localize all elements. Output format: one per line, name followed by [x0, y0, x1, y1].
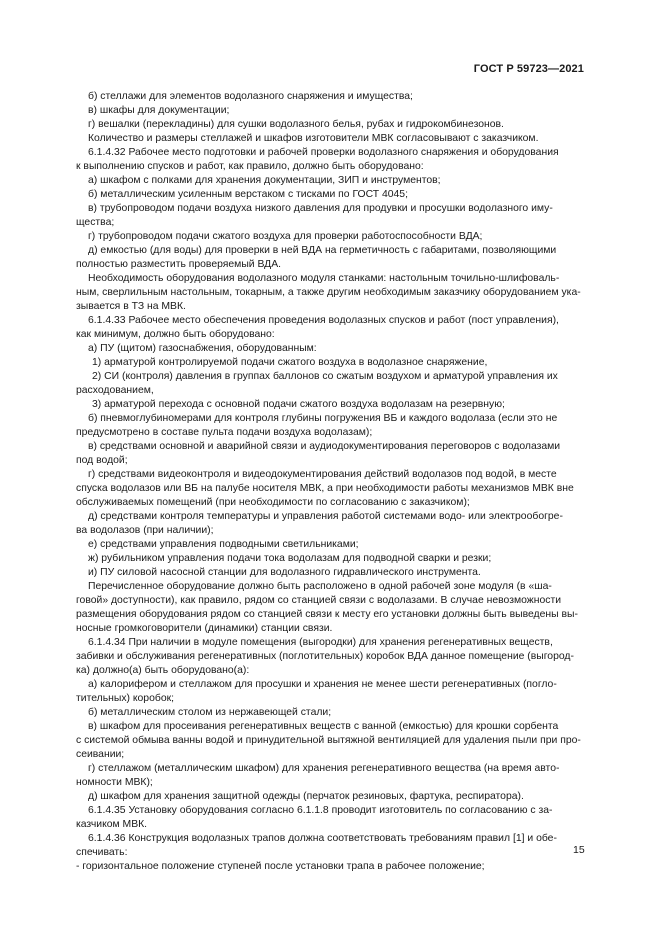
text-line: а) ПУ (щитом) газоснабжения, оборудованным:	[88, 343, 317, 354]
text-line: размещения оборудования рядом со станцией связи к месту его установки должны быть выведены вы-	[76, 609, 578, 620]
text-line: 1) арматурой контролируемой подачи сжатого воздуха в водолазное снаряжение,	[92, 357, 488, 368]
text-line: спечивать:	[76, 847, 128, 858]
text-line: в) шкафом для просеивания регенеративных веществ с ванной (емкостью) для крошки сорбента	[88, 721, 559, 732]
text-line: - горизонтальное положение ступеней после установки трапа в рабочее положение;	[76, 861, 485, 872]
text-line: 6.1.4.32 Рабочее место подготовки и рабочей проверки водолазного снаряжения и оборудования	[88, 147, 559, 158]
text-line: г) средствами видеоконтроля и видеодокументирования действий водолазов под водой, в месте	[88, 469, 557, 480]
text-line: г) трубопроводом подачи сжатого воздуха для проверки работоспособности ВДА;	[88, 231, 483, 242]
text-line: г) вешалки (перекладины) для сушки водолазного белья, рубах и гидрокомбинезонов.	[88, 119, 504, 130]
text-line: б) металлическим усиленным верстаком с тисками по ГОСТ 4045;	[88, 189, 408, 200]
text-line: зывается в ТЗ на МВК.	[76, 301, 186, 312]
text-line: к выполнению спусков и работ, как правило, должно быть оборудовано:	[76, 161, 424, 172]
text-line: б) пневмоглубиномерами для контроля глубины погружения ВБ и каждого водолаза (если это не	[88, 413, 558, 424]
text-line: а) шкафом с полками для хранения документации, ЗИП и инструментов;	[88, 175, 441, 186]
text-line: щества;	[76, 217, 115, 228]
text-line: ва водолазов (при наличии);	[76, 525, 214, 536]
text-line: б) металлическим столом из нержавеющей стали;	[88, 707, 332, 718]
text-line: казчиком МВК.	[76, 819, 148, 830]
text-line: в) трубопроводом подачи воздуха низкого давления для продувки и просушки водолазного иму-	[88, 203, 553, 214]
text-line: д) шкафом для хранения защитной одежды (перчаток резиновых, фартука, респиратора).	[88, 791, 524, 802]
text-line: как минимум, должно быть оборудовано:	[76, 329, 275, 340]
text-line: забивки и обслуживания регенеративных (поглотительных) коробок ВДА данное помещение (выгород-	[76, 651, 574, 662]
text-line: предусмотрено в составе пульта подачи воздуха водолазам);	[76, 427, 373, 438]
page-number: 15	[573, 844, 585, 856]
text-line: полностью разместить проверяемый ВДА.	[76, 259, 282, 270]
text-line: обслуживаемых помещений (при необходимости по согласованию с заказчиком);	[76, 497, 470, 508]
text-line: ка) должно(а) быть оборудовано(а):	[76, 665, 250, 676]
text-line: номности МВК);	[76, 777, 153, 788]
text-line: д) средствами контроля температуры и управления работой системами водо- или электрообогре-	[88, 511, 563, 522]
text-line: носные громкоговорители (динамики) станции связи.	[76, 623, 333, 634]
text-line: 3) арматурой перехода с основной подачи сжатого воздуха водолазам на резервную;	[92, 399, 505, 410]
text-line: говой» доступности), как правило, рядом со станцией связи с водолазами. В случае невозможности	[76, 595, 562, 606]
text-line: 2) СИ (контроля) давления в группах баллонов со сжатым воздухом и арматурой управления их	[92, 371, 558, 382]
text-line: расходованием,	[76, 385, 154, 396]
text-line: в) шкафы для документации;	[88, 105, 230, 116]
text-line: Перечисленное оборудование должно быть расположено в одной рабочей зоне модуля (в «ша-	[88, 581, 552, 592]
text-line: г) стеллажом (металлическим шкафом) для хранения регенеративного вещества (на время авто-	[88, 763, 560, 774]
document-standard-header: ГОСТ Р 59723—2021	[473, 63, 584, 75]
text-line: в) средствами основной и аварийной связи и аудиодокументирования переговоров с водолазами	[88, 441, 561, 452]
text-line: 6.1.4.33 Рабочее место обеспечения проведения водолазных спусков и работ (пост управления),	[88, 315, 559, 326]
text-line: Необходимость оборудования водолазного модуля станками: настольным точильно-шлифоваль-	[88, 273, 560, 284]
text-line: 6.1.4.34 При наличии в модуле помещения (выгородки) для хранения регенеративных веществ,	[88, 637, 553, 648]
document-body	[76, 90, 585, 874]
text-line: под водой;	[76, 455, 128, 466]
text-line: тительных) коробок;	[76, 693, 175, 704]
text-line: спуска водолазов или ВБ на палубе носителя МВК, а при необходимости работы механизмов МВК вне	[76, 483, 574, 494]
text-line: а) калорифером и стеллажом для просушки и хранения не менее шести регенеративных (погло-	[88, 679, 557, 690]
text-line: 6.1.4.36 Конструкция водолазных трапов должна соответствовать требованиям правил [1] и обе-	[88, 833, 557, 844]
text-line: и) ПУ силовой насосной станции для водолазного гидравлического инструмента.	[88, 567, 481, 578]
text-line: с системой обмыва ванны водой и принудительной вытяжной вентиляцией для удаления пыли при про-	[76, 735, 581, 746]
text-line: б) стеллажи для элементов водолазного снаряжения и имущества;	[88, 91, 413, 102]
text-line: 6.1.4.35 Установку оборудования согласно 6.1.1.8 проводит изготовитель по согласованию с за-	[88, 805, 553, 816]
text-line: ным, сверлильным настольным, токарным, а также другим необходимым заказчику оборудованием ука-	[76, 287, 581, 298]
text-line: Количество и размеры стеллажей и шкафов изготовители МВК согласовывают с заказчиком.	[88, 133, 539, 144]
text-line: д) емкостью (для воды) для проверки в ней ВДА на герметичность с габаритами, позволяющими	[88, 245, 557, 256]
text-line: ж) рубильником управления подачи тока водолазам для подводной сварки и резки;	[88, 553, 492, 564]
text-line: сеивании;	[76, 749, 125, 760]
text-line: е) средствами управления подводными светильниками;	[88, 539, 359, 550]
